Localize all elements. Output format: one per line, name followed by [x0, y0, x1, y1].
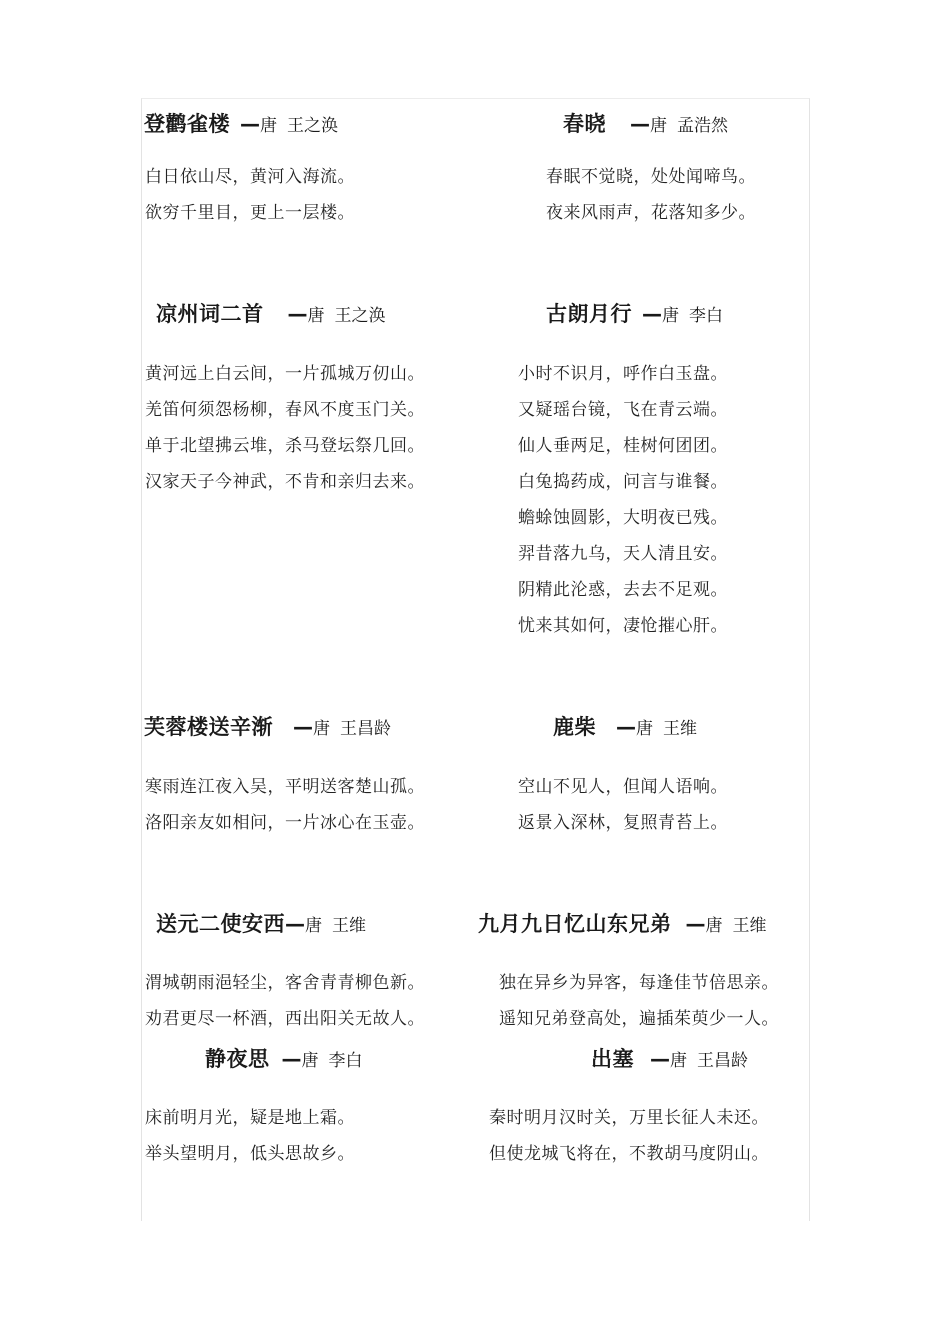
poem-line: 白兔捣药成，问言与谁餐。	[518, 472, 728, 492]
poem-author: 王之涣	[287, 116, 338, 136]
poem-line: 秦时明月汉时关，万里长征人未还。	[489, 1108, 769, 1128]
poem-line: 遥知兄弟登高处，遍插茱萸少一人。	[499, 1009, 779, 1029]
poem-line: 蟾蜍蚀圆影，大明夜已残。	[518, 508, 728, 528]
poem-line: 欲穷千里目，更上一层楼。	[145, 203, 355, 223]
dash: —	[285, 912, 305, 936]
poem-heading	[205, 1043, 363, 1073]
dash: —	[281, 1047, 302, 1071]
poem-line: 渭城朝雨浥轻尘，客舍青青柳色新。	[145, 973, 425, 993]
poem-heading	[478, 908, 767, 938]
poem-line: 夜来风雨声，花落知多少。	[546, 203, 756, 223]
poem-title: 出塞	[591, 1047, 634, 1071]
poem-dynasty: 唐	[705, 916, 723, 936]
poem-author: 王维	[332, 916, 366, 936]
poem-line: 寒雨连江夜入吴，平明送客楚山孤。	[145, 777, 425, 797]
poem-author: 李白	[689, 306, 723, 326]
poem-title: 鹿柴	[553, 715, 596, 739]
poem-title: 春晓	[563, 112, 606, 136]
poem-author: 王维	[663, 719, 697, 739]
poem-title: 静夜思	[205, 1047, 270, 1071]
dash: —	[293, 715, 313, 739]
poem-author: 王昌龄	[697, 1051, 748, 1071]
dash: —	[650, 1047, 670, 1071]
poem-dynasty: 唐	[670, 1051, 687, 1071]
dash: —	[287, 302, 308, 326]
poem-line: 汉家天子今神武，不肯和亲归去来。	[145, 472, 425, 492]
poem-dynasty: 唐	[307, 306, 325, 326]
poem-dynasty: 唐	[662, 306, 679, 326]
poem-line: 白日依山尽，黄河入海流。	[145, 167, 355, 187]
poem-line: 小时不识月，呼作白玉盘。	[518, 364, 728, 384]
poem-line: 阴精此沦惑，去去不足观。	[518, 580, 728, 600]
poem-dynasty: 唐	[260, 116, 277, 136]
poem-heading	[591, 1043, 748, 1073]
poem-heading	[144, 108, 338, 138]
poem-heading	[546, 298, 723, 328]
poem-line: 举头望明月，低头思故乡。	[145, 1144, 355, 1164]
dash: —	[240, 112, 260, 136]
poem-line: 空山不见人，但闻人语响。	[518, 777, 728, 797]
poem-author: 孟浩然	[677, 116, 728, 136]
poem-author: 王之涣	[334, 306, 386, 326]
poem-heading	[563, 108, 728, 138]
poem-title: 芙蓉楼送辛渐	[144, 715, 273, 739]
poem-author: 李白	[328, 1051, 363, 1071]
poem-line: 忧来其如何，凄怆摧心肝。	[518, 616, 728, 636]
poem-line: 独在异乡为异客，每逢佳节倍思亲。	[499, 973, 779, 993]
poem-line: 洛阳亲友如相问，一片冰心在玉壶。	[145, 813, 425, 833]
poem-dynasty: 唐	[305, 916, 322, 936]
poem-author: 王昌龄	[340, 719, 391, 739]
poem-line: 黄河远上白云间，一片孤城万仞山。	[145, 364, 425, 384]
poem-title: 古朗月行	[546, 302, 632, 326]
poem-dynasty: 唐	[313, 719, 330, 739]
poem-title: 凉州词二首	[156, 302, 264, 326]
poem-line: 单于北望拂云堆，杀马登坛祭几回。	[145, 436, 425, 456]
poem-heading	[156, 908, 366, 938]
poem-line: 劝君更尽一杯酒，西出阳关无故人。	[145, 1009, 425, 1029]
poem-title: 送元二使安西	[156, 912, 285, 936]
poem-title: 登鹳雀楼	[144, 112, 230, 136]
poem-dynasty: 唐	[301, 1051, 319, 1071]
dash: —	[685, 912, 706, 936]
poem-heading	[144, 711, 391, 741]
poem-dynasty: 唐	[636, 719, 653, 739]
poem-line: 但使龙城飞将在，不教胡马度阴山。	[489, 1144, 769, 1164]
poem-line: 返景入深林，复照青苔上。	[518, 813, 728, 833]
poem-author: 王维	[732, 916, 767, 936]
poem-title: 九月九日忆山东兄弟	[478, 912, 672, 936]
poem-dynasty: 唐	[650, 116, 667, 136]
poem-heading	[156, 298, 386, 328]
dash: —	[630, 112, 650, 136]
dash: —	[616, 715, 636, 739]
poem-line: 春眠不觉晓，处处闻啼鸟。	[546, 167, 756, 187]
dash: —	[642, 302, 662, 326]
poem-line: 又疑瑶台镜，飞在青云端。	[518, 400, 728, 420]
poem-line: 床前明月光，疑是地上霜。	[145, 1108, 355, 1128]
poem-heading	[553, 711, 697, 741]
poem-line: 仙人垂两足，桂树何团团。	[518, 436, 728, 456]
poem-line: 羿昔落九乌，天人清且安。	[518, 544, 728, 564]
poem-line: 羌笛何须怨杨柳，春风不度玉门关。	[145, 400, 425, 420]
